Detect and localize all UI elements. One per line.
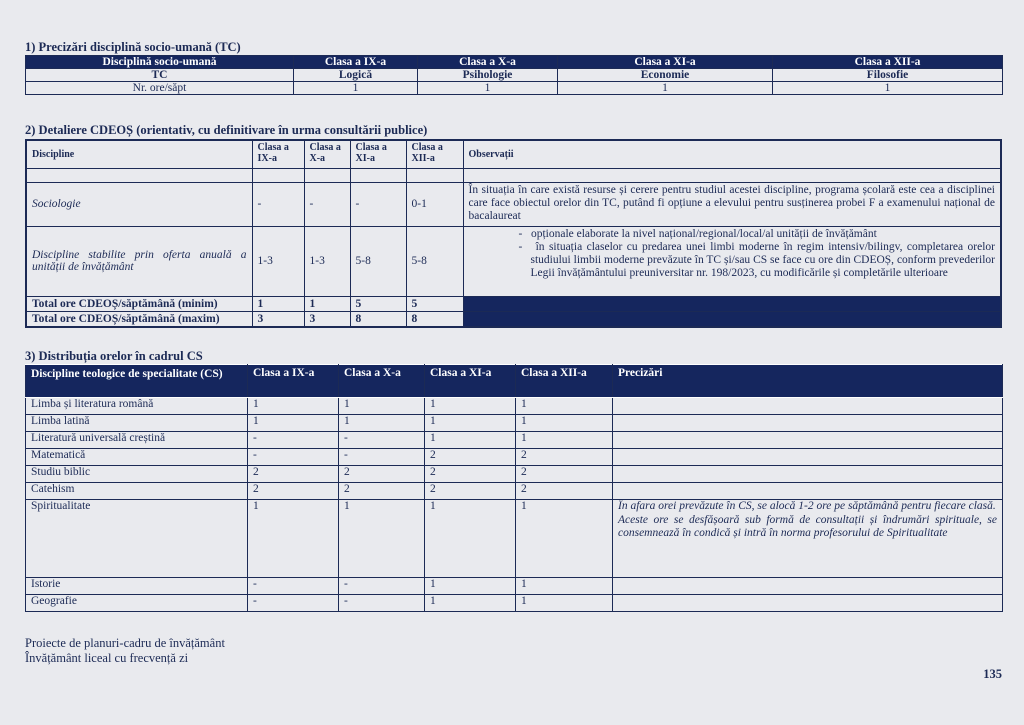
cell: 1: [425, 595, 516, 612]
cell: 1: [773, 82, 1003, 95]
shaded-cell: [463, 296, 1001, 311]
table-row: [26, 82, 1003, 95]
list-item-text: opționale elaborate la nivel național/regional/local/al unității de învățământ: [530, 227, 877, 240]
page-footer: [25, 636, 225, 666]
discipline-name: Istorie: [26, 578, 248, 595]
header-cell: Precizări: [613, 365, 1003, 398]
cell: Logică: [294, 69, 418, 82]
cell: 2: [516, 449, 613, 466]
header-cell: Clasa a X-a: [304, 140, 350, 168]
cell: -: [248, 578, 339, 595]
cell: 5: [406, 296, 463, 311]
spiritualitate-note: În afara orei prevăzute în CS, se alocă 1-2 ore pe săptămână pentru fiecare clasă.: [618, 500, 996, 512]
header-cell: Clasa a X-a: [418, 56, 558, 69]
spacer-row: [26, 168, 1001, 182]
discipline-name: Spiritualitate: [26, 500, 248, 578]
header-cell: Discipline: [26, 140, 252, 168]
total-label: Total ore CDEOȘ/săptămână (maxim): [26, 311, 252, 327]
cell: 1-3: [304, 226, 350, 296]
cell: 1: [425, 432, 516, 449]
table-row: [26, 69, 1003, 82]
cell: Psihologie: [418, 69, 558, 82]
header-cell: Disciplină socio-umană: [26, 56, 294, 69]
cell: -: [248, 432, 339, 449]
discipline-name: Discipline stabilite prin oferta anuală a unității de învățământ: [26, 226, 252, 296]
note-cell: [613, 398, 1003, 415]
table-row: [26, 483, 1003, 500]
cell: -: [248, 449, 339, 466]
table-row: [26, 398, 1003, 415]
cell: 1: [304, 296, 350, 311]
discipline-name: Limba și literatura română: [26, 398, 248, 415]
discipline-name: Sociologie: [26, 182, 252, 226]
cell: -: [252, 182, 304, 226]
section2-header-row: [26, 140, 1001, 168]
header-cell: Clasa a XII-a: [773, 56, 1003, 69]
cell: -: [248, 595, 339, 612]
section2-title: 2) Detaliere CDEOȘ (orientativ, cu definitivare în urma consultării publice): [25, 123, 428, 137]
section3-title: 3) Distribuția orelor în cadrul CS: [25, 349, 203, 363]
list-item-text: în situația claselor cu predarea unei limbi moderne în regim intensiv/bilingv, completarea orelor studiului limbii moderne prevăzute în TC și/sau CS se face cu ore din CDEOȘ, conform prevederilor Legii învățământului preuniversitar nr. 198/2023, cu modificările și completările ulterioare: [530, 240, 995, 279]
cell: 1: [248, 398, 339, 415]
note-cell: [613, 449, 1003, 466]
note-cell: [613, 483, 1003, 500]
observation-cell: [463, 226, 1001, 296]
header-cell: Clasa a IX-a: [248, 365, 339, 398]
header-cell: Clasa a IX-a: [294, 56, 418, 69]
cell: 1: [558, 82, 773, 95]
table-row: [26, 578, 1003, 595]
cell: 1: [516, 415, 613, 432]
shaded-cell: [463, 311, 1001, 327]
cell: 1: [516, 595, 613, 612]
cell: 3: [252, 311, 304, 327]
cell: 1: [339, 398, 425, 415]
cell: 1: [516, 500, 613, 578]
total-label: Total ore CDEOȘ/săptămână (minim): [26, 296, 252, 311]
table-row: [26, 432, 1003, 449]
table-row: [26, 595, 1003, 612]
note-cell: [613, 500, 1003, 578]
section1-title: 1) Precizări disciplină socio-umană (TC): [25, 40, 241, 54]
header-cell: Clasa a XII-a: [406, 140, 463, 168]
cell: 2: [516, 483, 613, 500]
cell: 2: [425, 483, 516, 500]
cell: -: [339, 432, 425, 449]
discipline-name: Literatură universală creștină: [26, 432, 248, 449]
cell: 2: [339, 466, 425, 483]
discipline-name: Catehism: [26, 483, 248, 500]
cell: -: [304, 182, 350, 226]
cell: 1: [516, 398, 613, 415]
cell: -: [339, 578, 425, 595]
list-item: - opționale elaborate la nivel național/regional/local/al unității de învățământ: [518, 227, 877, 240]
note-cell: [613, 578, 1003, 595]
cell: 1: [516, 578, 613, 595]
cell: 3: [304, 311, 350, 327]
cell: 1: [339, 415, 425, 432]
cell: 1: [425, 415, 516, 432]
cell: 1: [339, 500, 425, 578]
cell: 8: [406, 311, 463, 327]
section3-table: [25, 364, 1003, 612]
note-cell: [613, 595, 1003, 612]
header-cell: Observații: [463, 140, 1001, 168]
note-cell: [613, 466, 1003, 483]
header-cell: Clasa a XI-a: [425, 365, 516, 398]
cell: 5: [350, 296, 406, 311]
table-row: [26, 226, 1001, 296]
cell: 1: [425, 578, 516, 595]
table-row: [26, 415, 1003, 432]
cell: Filosofie: [773, 69, 1003, 82]
discipline-name: Studiu biblic: [26, 466, 248, 483]
cell: Economie: [558, 69, 773, 82]
cell: TC: [26, 69, 294, 82]
total-max-row: [26, 311, 1001, 327]
cell: 2: [516, 466, 613, 483]
section1-header-row: [26, 56, 1003, 69]
header-cell: Clasa a XI-a: [350, 140, 406, 168]
cell: 2: [248, 466, 339, 483]
header-cell: Clasa a IX-a: [252, 140, 304, 168]
footer-line: Învățământ liceal cu frecvență zi: [25, 651, 189, 665]
total-min-row: [26, 296, 1001, 311]
section3-header-row: [26, 365, 1003, 398]
header-cell: Clasa a XI-a: [558, 56, 773, 69]
cell: Nr. ore/săpt: [26, 82, 294, 95]
table-row: [26, 182, 1001, 226]
cell: 1: [516, 432, 613, 449]
cell: 5-8: [350, 226, 406, 296]
cell: 2: [339, 483, 425, 500]
discipline-name: Geografie: [26, 595, 248, 612]
table-row: [26, 449, 1003, 466]
cell: 1-3: [252, 226, 304, 296]
page-number: 135: [983, 667, 1002, 681]
cell: 8: [350, 311, 406, 327]
header-cell: Clasa a XII-a: [516, 365, 613, 398]
discipline-name: Matematică: [26, 449, 248, 466]
note-cell: [613, 415, 1003, 432]
cell: 1: [418, 82, 558, 95]
cell: 1: [248, 415, 339, 432]
section1-table: [25, 55, 1003, 95]
cell: -: [339, 595, 425, 612]
spiritualitate-note: Aceste ore se desfășoară sub formă de consultații și îndrumări spirituale, se consemnează în condică și intră în norma profesorului de Spiritualitate: [618, 513, 997, 539]
header-cell: Clasa a X-a: [339, 365, 425, 398]
cell: 2: [248, 483, 339, 500]
cell: 1: [425, 500, 516, 578]
cell: 1: [252, 296, 304, 311]
cell: 0-1: [406, 182, 463, 226]
cell: 1: [248, 500, 339, 578]
list-item: - în situația claselor cu predarea unei limbi moderne în regim intensiv/bilingv, completarea orelor studiului limbii moderne prevăzute în TC și/sau CS se face cu ore din CDEOȘ, conform prevederilor Legii învățământului preuniversitar nr. 198/2023, cu modificările și completările ulterioare: [518, 240, 995, 279]
table-row: [26, 500, 1003, 578]
observation-cell: În situația în care există resurse și cerere pentru studiul acestei discipline, programa școlară este cea a disciplinei care face obiectul orelor din TC, putând fi opțiune a elevului pentru susținerea probei F a examenului național de bacalaureat: [463, 182, 1001, 226]
cell: 2: [425, 466, 516, 483]
table-row: [26, 466, 1003, 483]
cell: 2: [425, 449, 516, 466]
cell: 1: [294, 82, 418, 95]
discipline-name: Limba latină: [26, 415, 248, 432]
cell: -: [350, 182, 406, 226]
header-cell: Discipline teologice de specialitate (CS): [26, 365, 248, 398]
section2-table: [25, 139, 1002, 328]
cell: 5-8: [406, 226, 463, 296]
note-cell: [613, 432, 1003, 449]
footer-line: Proiecte de planuri-cadru de învățământ: [25, 636, 225, 650]
cell: -: [339, 449, 425, 466]
cell: 1: [425, 398, 516, 415]
